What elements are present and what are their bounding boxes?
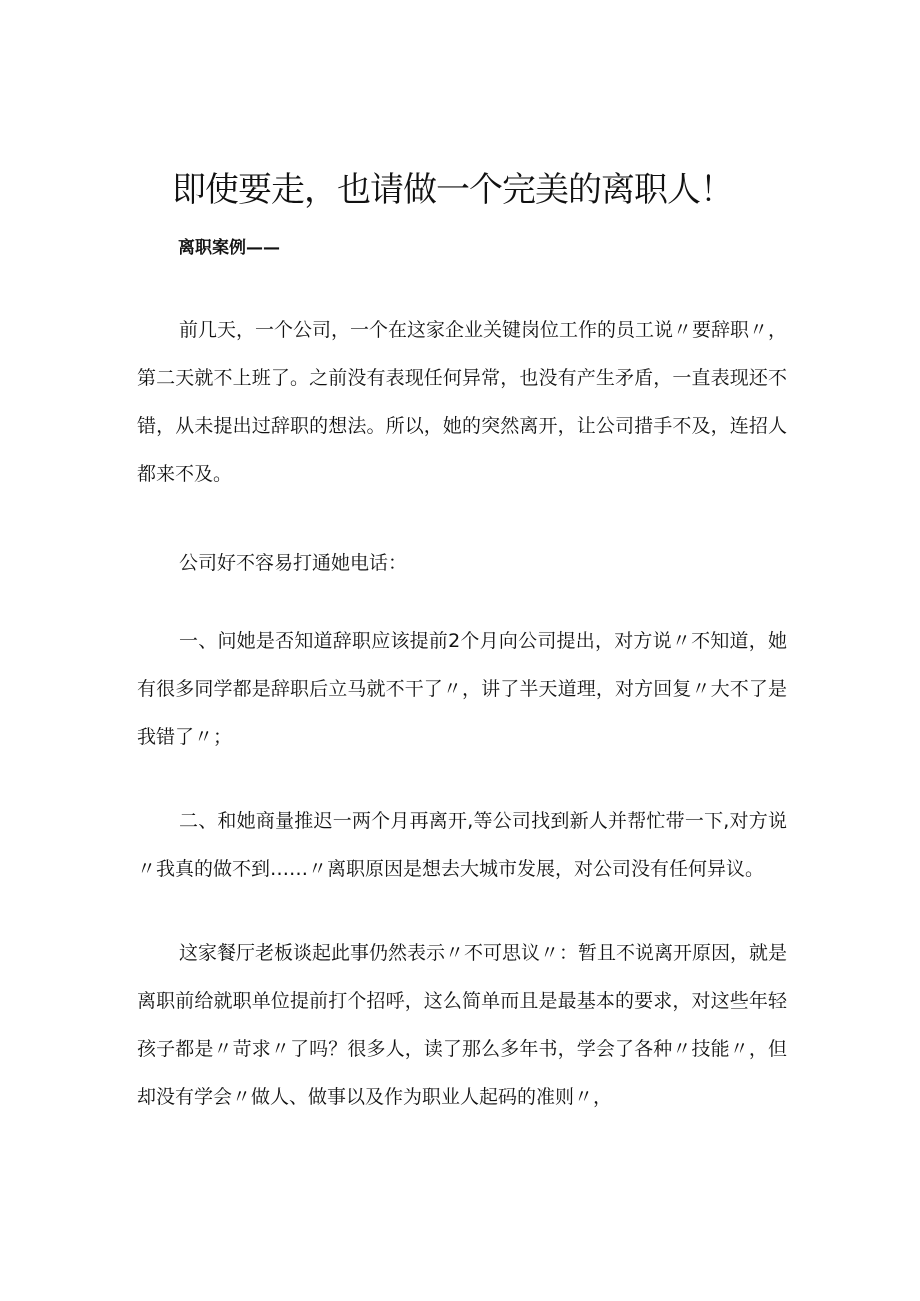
paragraph-case-intro: 前几天，一个公司，一个在这家企业关键岗位工作的员工说〃要辞职〃，第二天就不上班了。之前没有表现任何异常，也没有产生矛盾，一直表现还不错，从未提出过辞职的想法。所以，她的突然离开，让公司措手不及，连招人都来不及。 <box>137 319 788 485</box>
paragraph-point-one: 一、问她是否知道辞职应该提前2个月向公司提出，对方说〃不知道，她有很多同学都是辞职后立马就不干了〃，讲了半天道理，对方回复〃大不了是我错了〃； <box>137 630 787 748</box>
section-heading: 离职案例—— <box>178 238 280 258</box>
paragraph-point-two: 二、和她商量推迟一两个月再离开,等公司找到新人并帮忙带一下,对方说〃我真的做不到……〃离职原因是想去大城市发展，对公司没有任何异议。 <box>137 810 787 880</box>
paragraph-owner-comment: 这家餐厅老板谈起此事仍然表示〃不可思议〃：暂且不说离开原因，就是离职前给就职单位提前打个招呼，这么简单而且是最基本的要求，对这些年轻孩子都是〃苛求〃了吗？很多人，读了那么多年书，学会了各种〃技能〃，但却没有学会〃做人、做事以及作为职业人起码的准则〃， <box>137 942 788 1108</box>
document-title: 即使要走，也请做一个完美的离职人！ <box>172 170 733 210</box>
paragraph-phone-call: 公司好不容易打通她电话： <box>179 552 408 574</box>
